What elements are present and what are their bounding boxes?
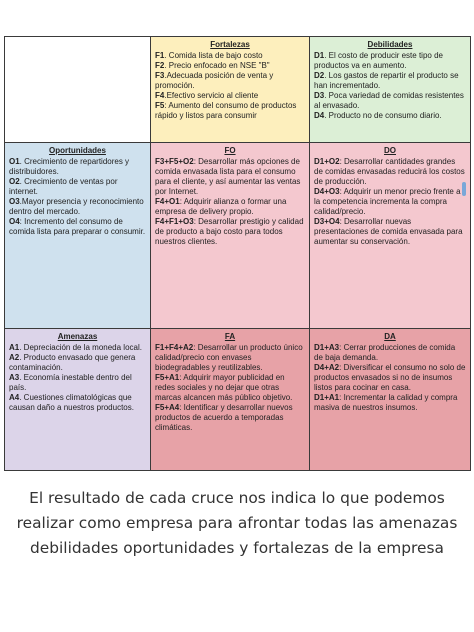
da-item [314, 363, 466, 393]
fortalezas-heading: Fortalezas [210, 40, 250, 49]
foda-matrix [4, 36, 471, 471]
fortalezas-item-text: .Adecuada posición de venta y promoción. [155, 71, 274, 90]
fortalezas-item [155, 91, 305, 101]
fa-item [155, 373, 305, 403]
da-item-code: D1+A3 [314, 343, 340, 352]
da-item [314, 343, 466, 363]
oportunidades-item-code: O4 [9, 217, 20, 226]
do-item-code: D4+O3 [314, 187, 340, 196]
fa-item [155, 403, 305, 433]
fortalezas-item [155, 61, 305, 71]
amenazas-item-code: A3 [9, 373, 20, 382]
fo-item-code: F4+F1+O3 [155, 217, 194, 226]
debilidades-item-code: D4 [314, 111, 325, 120]
caption-text [0, 486, 474, 561]
debilidades-item-text: . El costo de producir este tipo de productos va en aumento. [314, 51, 443, 70]
oportunidades-item [9, 217, 146, 237]
fortalezas-item-code: F5 [155, 101, 165, 110]
caption-line: El resultado de cada cruce nos indica lo que podemos [29, 489, 445, 507]
debilidades-item-text: . Poca variedad de comidas resistentes al envasado. [314, 91, 464, 110]
debilidades-item-code: D2 [314, 71, 325, 80]
fo-item-text: : Adquirir alianza o formar una empresa de delivery propio. [155, 197, 287, 216]
do-item-code: D3+O4 [314, 217, 340, 226]
oportunidades-heading: Oportunidades [49, 146, 106, 155]
da-item-text: : Incrementar la calidad y compra masiva de nuestros insumos. [314, 393, 458, 412]
debilidades-item [314, 51, 466, 71]
fortalezas-item [155, 71, 305, 91]
do-heading: DO [384, 146, 396, 155]
fortalezas-item-code: F4 [155, 91, 165, 100]
fa-item-text: : Adquirir mayor publicidad en redes sociales y no dejar que otras marcas alcancen más público objetivo. [155, 373, 293, 402]
debilidades-item-code: D1 [314, 51, 325, 60]
do-item-text: : Desarrollar cantidades grandes de comidas envasadas reducirá los costos de producción. [314, 157, 465, 186]
oportunidades-item-text: . Crecimiento de ventas por internet. [9, 177, 118, 196]
oportunidades-item [9, 177, 146, 197]
caption-line: realizar como empresa para afrontar todas las amenazas [16, 514, 458, 532]
fo-item-code: F3+F5+O2 [155, 157, 194, 166]
debilidades-heading: Debilidades [367, 40, 413, 49]
amenazas-item [9, 393, 146, 413]
fo-item [155, 157, 305, 197]
cell-scrollbar[interactable] [462, 182, 466, 196]
oportunidades-item-code: O2 [9, 177, 20, 186]
fo-cell [151, 143, 310, 329]
amenazas-item [9, 373, 146, 393]
oportunidades-item-text: : Incremento del consumo de comida lista para preparar o consumir. [9, 217, 146, 236]
fo-heading: FO [224, 146, 236, 155]
debilidades-item-code: D3 [314, 91, 325, 100]
da-item-text: : Diversificar el consumo no solo de productos envasados si no de insumos listos para cocinar en casa. [314, 363, 466, 392]
fortalezas-item-text: . Precio enfocado en NSE "B" [164, 61, 270, 70]
amenazas-heading: Amenazas [57, 332, 98, 341]
do-item-text: : Desarrollar nuevas presentaciones de comida envasada para aumentar su conservación. [314, 217, 463, 246]
fo-item-text: : Desarrollar prestigio y calidad de producto a bajo costo para todos nuestros clientes. [155, 217, 304, 246]
do-item-text: : Adquirir un menor precio frente a la competencia incrementa la compra calidad/precio. [314, 187, 461, 216]
fo-item-code: F4+O1 [155, 197, 180, 206]
amenazas-item [9, 353, 146, 373]
fa-item-code: F5+A1 [155, 373, 180, 382]
do-item [314, 157, 466, 187]
fortalezas-item [155, 101, 305, 121]
fa-item-text: : Desarrollar un producto único calidad/precio con envases biodegradables y reutilizables. [155, 343, 303, 372]
oportunidades-item [9, 197, 146, 217]
fortalezas-cell [151, 37, 310, 143]
oportunidades-item-text: . Crecimiento de repartidores y distribuidores. [9, 157, 130, 176]
debilidades-item [314, 111, 466, 121]
oportunidades-item-text: .Mayor presencia y reconocimiento dentro del mercado. [9, 197, 144, 216]
fortalezas-item-code: F3 [155, 71, 165, 80]
corner-cell [5, 37, 151, 143]
fortalezas-item-code: F2 [155, 61, 165, 70]
do-item-code: D1+O2 [314, 157, 340, 166]
fortalezas-item-text: . Comida lista de bajo costo [164, 51, 263, 60]
do-item [314, 217, 466, 247]
oportunidades-item-code: O1 [9, 157, 20, 166]
debilidades-item [314, 71, 466, 91]
fa-heading: FA [224, 332, 236, 341]
amenazas-item [9, 343, 146, 353]
amenazas-cell [5, 329, 151, 471]
fa-cell [151, 329, 310, 471]
oportunidades-item-code: O3 [9, 197, 20, 206]
fortalezas-item [155, 51, 305, 61]
do-cell [310, 143, 471, 329]
da-cell [310, 329, 471, 471]
da-item [314, 393, 466, 413]
fortalezas-item-text: : Aumento del consumo de productos rápido y listos para consumir [155, 101, 297, 120]
amenazas-item-code: A1 [9, 343, 20, 352]
fa-item [155, 343, 305, 373]
debilidades-cell [310, 37, 471, 143]
da-heading: DA [384, 332, 396, 341]
da-item-code: D4+A2 [314, 363, 340, 372]
debilidades-item-text: . Los gastos de repartir el producto se han incrementado. [314, 71, 459, 90]
da-item-code: D1+A1 [314, 393, 340, 402]
debilidades-item-text: . Producto no de consumo diario. [324, 111, 442, 120]
fa-item-text: : Identificar y desarrollar nuevos productos de acuerdo a temporadas climáticas. [155, 403, 293, 432]
fo-item [155, 197, 305, 217]
amenazas-item-text: . Producto envasado que genera contaminación. [9, 353, 136, 372]
da-item-text: : Cerrar producciones de comida de baja demanda. [314, 343, 456, 362]
amenazas-item-text: . Cuestiones climatológicas que causan daño a nuestros productos. [9, 393, 134, 412]
amenazas-item-code: A4 [9, 393, 20, 402]
debilidades-item [314, 91, 466, 111]
fo-item [155, 217, 305, 247]
caption-line: debilidades oportunidades y fortalezas de la empresa [30, 539, 444, 557]
fo-item-text: : Desarrollar más opciones de comida envasada lista para el consumo para el cliente, y así aumentar las ventas por Internet. [155, 157, 301, 196]
fortalezas-item-code: F1 [155, 51, 165, 60]
oportunidades-item [9, 157, 146, 177]
amenazas-item-text: . Depreciación de la moneda local. [19, 343, 142, 352]
amenazas-item-text: . Economía inestable dentro del país. [9, 373, 132, 392]
do-item [314, 187, 466, 217]
oportunidades-cell [5, 143, 151, 329]
fa-item-code: F5+A4 [155, 403, 180, 412]
fortalezas-item-text: .Efectivo servicio al cliente [164, 91, 259, 100]
fa-item-code: F1+F4+A2 [155, 343, 194, 352]
amenazas-item-code: A2 [9, 353, 20, 362]
